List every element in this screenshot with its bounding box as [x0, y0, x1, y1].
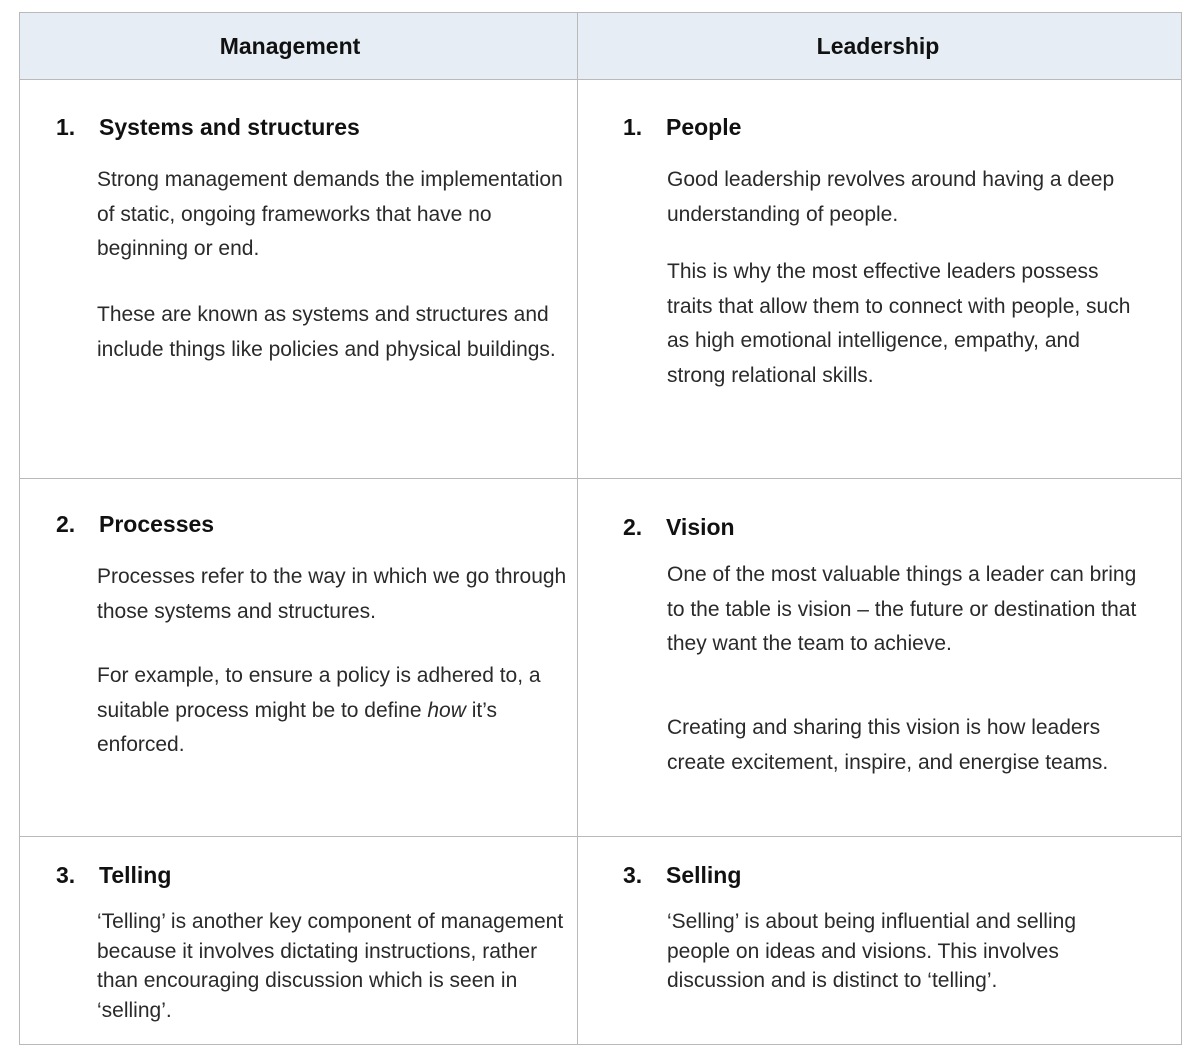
leadership-item-body: [667, 255, 1137, 393]
example-tail: it’s enforced.: [97, 698, 498, 756]
item-number: 3.: [623, 862, 643, 888]
leadership-item-title: [623, 514, 735, 541]
item-title-text: Systems and structures: [99, 114, 360, 140]
leadership-item-title: [623, 114, 741, 141]
row-divider-2: [20, 836, 1181, 837]
item-title-text: Selling: [666, 862, 742, 888]
paragraph: Creating and sharing this vision is how leaders create excitement, inspire, and energise teams.: [667, 716, 1109, 774]
example-lead: For example, to ensure a policy is adhered to, a suitable process might be to define: [97, 664, 541, 722]
paragraph: ‘Selling’ is about being influential and selling people on ideas and visions. This involves discussion and is distinct to ‘telling’.: [667, 910, 1076, 992]
paragraph: These are known as systems and structures and include things like policies and physical buildings.: [97, 303, 556, 361]
paragraph: Strong management demands the implementation of static, ongoing frameworks that have no beginning or end.: [97, 168, 563, 260]
paragraph: Good leadership revolves around having a deep understanding of people.: [667, 168, 1115, 226]
leadership-item-title: [623, 862, 741, 889]
item-number: 2.: [56, 511, 76, 537]
management-item-body: [97, 560, 569, 629]
example-emphasis: how: [427, 698, 466, 722]
header-divider: [20, 79, 1181, 80]
item-number: 1.: [56, 114, 76, 140]
leadership-header: Leadership: [816, 33, 940, 59]
paragraph: This is why the most effective leaders possess traits that allow them to connect with people, such as high emotional intelligence, empathy, and strong relational skills.: [667, 260, 1131, 387]
management-item-title: [56, 862, 171, 889]
paragraph: One of the most valuable things a leader can bring to the table is vision – the future or destination that they want the team to achieve.: [667, 563, 1137, 655]
management-item-body: [97, 907, 569, 1025]
management-item-body: [97, 298, 569, 367]
example-paragraph: [97, 659, 547, 763]
management-item-title: [56, 114, 360, 141]
paragraph: Processes refer to the way in which we go through those systems and structures.: [97, 565, 567, 623]
leadership-item-body: [667, 163, 1137, 232]
row-divider-1: [20, 478, 1181, 479]
paragraph: ‘Telling’ is another key component of management because it involves dictating instructions, rather than encouraging discussion which is seen in ‘selling’.: [97, 910, 564, 1022]
management-item-body: [97, 659, 547, 763]
leadership-item-body: [667, 558, 1157, 662]
leadership-item-body: [667, 711, 1137, 780]
leadership-item-body: [667, 907, 1122, 996]
item-number: 2.: [623, 514, 643, 540]
comparison-table: [19, 12, 1182, 1045]
management-item-body: [97, 163, 569, 267]
management-header: Management: [219, 33, 361, 59]
item-title-text: People: [666, 114, 742, 140]
column-divider: [577, 13, 578, 1044]
item-title-text: Telling: [99, 862, 172, 888]
item-title-text: Vision: [666, 514, 735, 540]
item-number: 3.: [56, 862, 76, 888]
item-number: 1.: [623, 114, 643, 140]
management-item-title: [56, 511, 214, 538]
item-title-text: Processes: [99, 511, 215, 537]
